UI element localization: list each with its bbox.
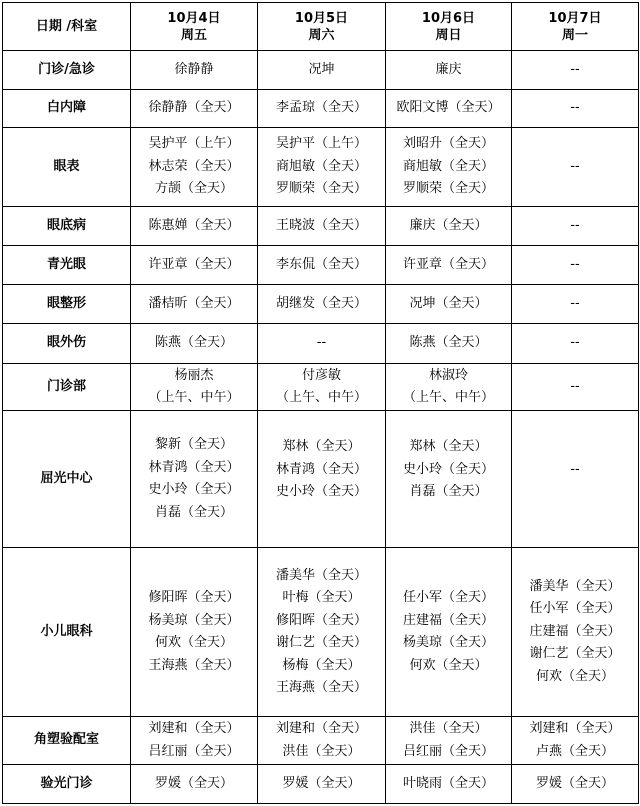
duty-cell xyxy=(386,90,512,128)
duty-cell xyxy=(131,207,258,246)
staff-entry: 史小玲（全天） xyxy=(148,482,240,497)
department-cell: 白内障 xyxy=(3,90,131,128)
duty-cell xyxy=(258,246,386,285)
staff-entry: 吴护平（上午） xyxy=(148,136,240,152)
duty-cell xyxy=(512,548,639,717)
staff-entry: 况坤 xyxy=(308,61,335,77)
staff-entry: -- xyxy=(570,256,580,272)
staff-entry: 陈燕（全天） xyxy=(409,335,488,351)
staff-entry: 叶晓雨（全天） xyxy=(402,775,494,791)
staff-entry: 史小玲（全天） xyxy=(402,461,494,477)
header-day-cell xyxy=(131,3,258,51)
staff-entry: 潘美华（全天） xyxy=(275,567,367,583)
staff-entry: 洪佳（全天） xyxy=(282,743,361,759)
staff-entry: 刘建和（全天） xyxy=(148,721,240,736)
staff-entry: 徐静静 xyxy=(174,61,214,77)
staff-entry: 谢仁艺（全天） xyxy=(529,646,621,662)
duty-cell xyxy=(512,364,639,411)
staff-entry: 李孟琼（全天） xyxy=(275,100,367,116)
staff-entry: 任小军（全天） xyxy=(402,590,494,605)
duty-cell xyxy=(512,128,639,207)
staff-entry: 陈惠婵（全天） xyxy=(148,217,240,233)
header-date: 10月6日 xyxy=(421,10,476,26)
staff-entry: 许亚章（全天） xyxy=(402,256,494,272)
staff-entry: 林青鸿（全天） xyxy=(148,459,240,475)
staff-entry: 吕红丽（全天） xyxy=(148,743,240,759)
staff-entry: 廉庆（全天） xyxy=(409,217,488,233)
duty-cell xyxy=(512,90,639,128)
staff-entry: 杨美琼（全天） xyxy=(402,635,494,650)
staff-entry: 庄建福（全天） xyxy=(529,623,621,639)
duty-cell xyxy=(131,246,258,285)
duty-cell xyxy=(386,51,512,90)
staff-entry: 谢仁艺（全天） xyxy=(275,635,367,650)
schedule-row xyxy=(3,90,639,128)
staff-entry: 李东侃（全天） xyxy=(275,256,367,272)
staff-entry: -- xyxy=(570,378,580,394)
staff-entry: 欧阳文博（全天） xyxy=(396,100,501,116)
staff-entry: 叶梅（全天） xyxy=(282,590,361,605)
staff-entry: 黎新（全天） xyxy=(154,437,233,452)
header-weekday: 周六 xyxy=(308,27,335,43)
duty-cell xyxy=(386,548,512,717)
duty-cell xyxy=(386,246,512,285)
duty-cell xyxy=(386,285,512,324)
duty-cell xyxy=(131,324,258,364)
duty-cell xyxy=(386,364,512,411)
duty-cell xyxy=(131,90,258,128)
staff-entry: 陈燕（全天） xyxy=(154,335,233,351)
staff-entry: 修阳晖（全天） xyxy=(275,612,367,628)
staff-entry: 吕红丽（全天） xyxy=(402,743,494,759)
duty-cell xyxy=(258,765,386,804)
duty-cell xyxy=(131,411,258,548)
duty-cell xyxy=(512,411,639,548)
staff-entry: 庄建福（全天） xyxy=(402,612,494,628)
department-cell: 角塑验配室 xyxy=(3,717,131,765)
duty-cell xyxy=(131,765,258,804)
schedule-row xyxy=(3,246,639,285)
schedule-row xyxy=(3,765,639,804)
header-weekday: 周一 xyxy=(561,27,588,43)
staff-entry: 洪佳（全天） xyxy=(409,721,488,736)
schedule-row xyxy=(3,411,639,548)
schedule-row xyxy=(3,128,639,207)
staff-entry: 付彦敏 xyxy=(301,367,341,383)
staff-entry: 罗媛（全天） xyxy=(282,775,361,791)
staff-entry: -- xyxy=(570,61,580,77)
staff-entry: 杨丽杰 xyxy=(174,367,214,383)
duty-cell xyxy=(512,246,639,285)
department-cell: 眼底病 xyxy=(3,207,131,246)
staff-entry: 修阳晖（全天） xyxy=(148,590,240,605)
schedule-row xyxy=(3,51,639,90)
staff-entry: 何欢（全天） xyxy=(154,635,233,650)
header-corner-cell: 日期 /科室 xyxy=(3,3,131,51)
staff-entry: 廉庆 xyxy=(435,61,462,77)
schedule-row xyxy=(3,324,639,364)
duty-cell xyxy=(512,51,639,90)
staff-entry: 史小玲（全天） xyxy=(275,484,367,500)
duty-cell xyxy=(258,285,386,324)
staff-entry: 林淑玲 xyxy=(428,367,468,383)
staff-entry: 王晓波（全天） xyxy=(275,217,367,233)
staff-entry: （上午、中午） xyxy=(402,390,494,405)
department-cell: 屈光中心 xyxy=(3,411,131,548)
staff-entry: 刘建和（全天） xyxy=(275,721,367,736)
duty-cell xyxy=(258,128,386,207)
header-weekday: 周日 xyxy=(435,27,462,43)
schedule-row xyxy=(3,207,639,246)
duty-cell xyxy=(131,364,258,411)
staff-entry: -- xyxy=(570,158,580,174)
duty-cell xyxy=(258,51,386,90)
staff-entry: 潘美华（全天） xyxy=(529,578,621,594)
staff-entry: 况坤（全天） xyxy=(409,295,488,311)
duty-schedule-table xyxy=(2,2,639,804)
department-cell: 眼表 xyxy=(3,128,131,207)
staff-entry: 郑林（全天） xyxy=(282,439,361,455)
staff-entry: 罗媛（全天） xyxy=(154,775,233,791)
staff-entry: 杨美琼（全天） xyxy=(148,612,240,628)
staff-entry: -- xyxy=(570,100,580,116)
staff-entry: 王海燕（全天） xyxy=(148,657,240,673)
duty-cell xyxy=(386,411,512,548)
duty-cell xyxy=(386,207,512,246)
staff-entry: 郑林（全天） xyxy=(409,439,488,455)
header-day-cell xyxy=(258,3,386,51)
schedule-body xyxy=(3,3,639,804)
staff-entry: 罗顺荣（全天） xyxy=(402,181,494,197)
staff-entry: 刘昭升（全天） xyxy=(402,136,494,152)
department-cell: 眼整形 xyxy=(3,285,131,324)
schedule-row xyxy=(3,285,639,324)
duty-cell xyxy=(386,128,512,207)
duty-cell xyxy=(131,128,258,207)
staff-entry: 杨梅（全天） xyxy=(282,657,361,673)
staff-entry: 商旭敏（全天） xyxy=(275,158,367,174)
duty-cell xyxy=(131,51,258,90)
department-cell: 验光门诊 xyxy=(3,765,131,804)
staff-entry: -- xyxy=(316,335,327,351)
header-date: 10月5日 xyxy=(294,10,349,26)
duty-cell xyxy=(258,411,386,548)
duty-cell xyxy=(512,324,639,364)
duty-cell xyxy=(386,717,512,765)
duty-cell xyxy=(512,207,639,246)
staff-entry: -- xyxy=(570,335,580,351)
header-row xyxy=(3,3,639,51)
duty-cell xyxy=(386,765,512,804)
staff-entry: 罗媛（全天） xyxy=(535,775,614,791)
header-date: 10月7日 xyxy=(548,10,602,26)
staff-entry: 肖磊（全天） xyxy=(154,504,233,520)
staff-entry: 吴护平（上午） xyxy=(275,136,367,152)
staff-entry: 何欢（全天） xyxy=(535,668,614,684)
staff-entry: （上午、中午） xyxy=(275,390,367,405)
duty-cell xyxy=(131,285,258,324)
schedule-row xyxy=(3,364,639,411)
staff-entry: 徐静静（全天） xyxy=(148,100,240,116)
staff-entry: 何欢（全天） xyxy=(409,657,488,673)
staff-entry: -- xyxy=(570,295,580,311)
staff-entry: -- xyxy=(570,461,580,477)
header-weekday: 周五 xyxy=(180,27,207,43)
staff-entry: 林志荣（全天） xyxy=(148,158,240,174)
duty-cell xyxy=(258,324,386,364)
staff-entry: 方颉（全天） xyxy=(154,181,233,197)
staff-entry: 罗顺荣（全天） xyxy=(275,181,367,197)
header-date: 10月4日 xyxy=(167,10,221,26)
duty-cell xyxy=(512,717,639,765)
duty-cell xyxy=(512,285,639,324)
header-day-cell xyxy=(512,3,639,51)
duty-cell xyxy=(512,765,639,804)
staff-entry: 卢燕（全天） xyxy=(535,743,614,759)
staff-entry: 王海燕（全天） xyxy=(275,680,367,695)
staff-entry: （上午、中午） xyxy=(148,390,240,405)
duty-cell xyxy=(131,548,258,717)
header-day-cell xyxy=(386,3,512,51)
duty-cell xyxy=(258,364,386,411)
staff-entry: 潘桔昕（全天） xyxy=(148,295,240,311)
department-cell: 眼外伤 xyxy=(3,324,131,364)
staff-entry: 商旭敏（全天） xyxy=(402,158,494,174)
department-cell: 门诊部 xyxy=(3,364,131,411)
duty-cell xyxy=(131,717,258,765)
staff-entry: 胡继发（全天） xyxy=(275,295,367,311)
department-cell: 小儿眼科 xyxy=(3,548,131,717)
department-cell: 青光眼 xyxy=(3,246,131,285)
duty-cell xyxy=(258,90,386,128)
staff-entry: 刘建和（全天） xyxy=(529,721,621,736)
staff-entry: 林青鸿（全天） xyxy=(275,461,367,477)
staff-entry: 许亚章（全天） xyxy=(148,256,240,272)
duty-cell xyxy=(258,548,386,717)
schedule-row xyxy=(3,548,639,717)
department-cell: 门诊/急诊 xyxy=(3,51,131,90)
staff-entry: -- xyxy=(570,217,580,233)
duty-cell xyxy=(386,324,512,364)
duty-cell xyxy=(258,207,386,246)
staff-entry: 肖磊（全天） xyxy=(409,484,488,500)
staff-entry: 任小军（全天） xyxy=(529,601,621,617)
schedule-row xyxy=(3,717,639,765)
duty-cell xyxy=(258,717,386,765)
